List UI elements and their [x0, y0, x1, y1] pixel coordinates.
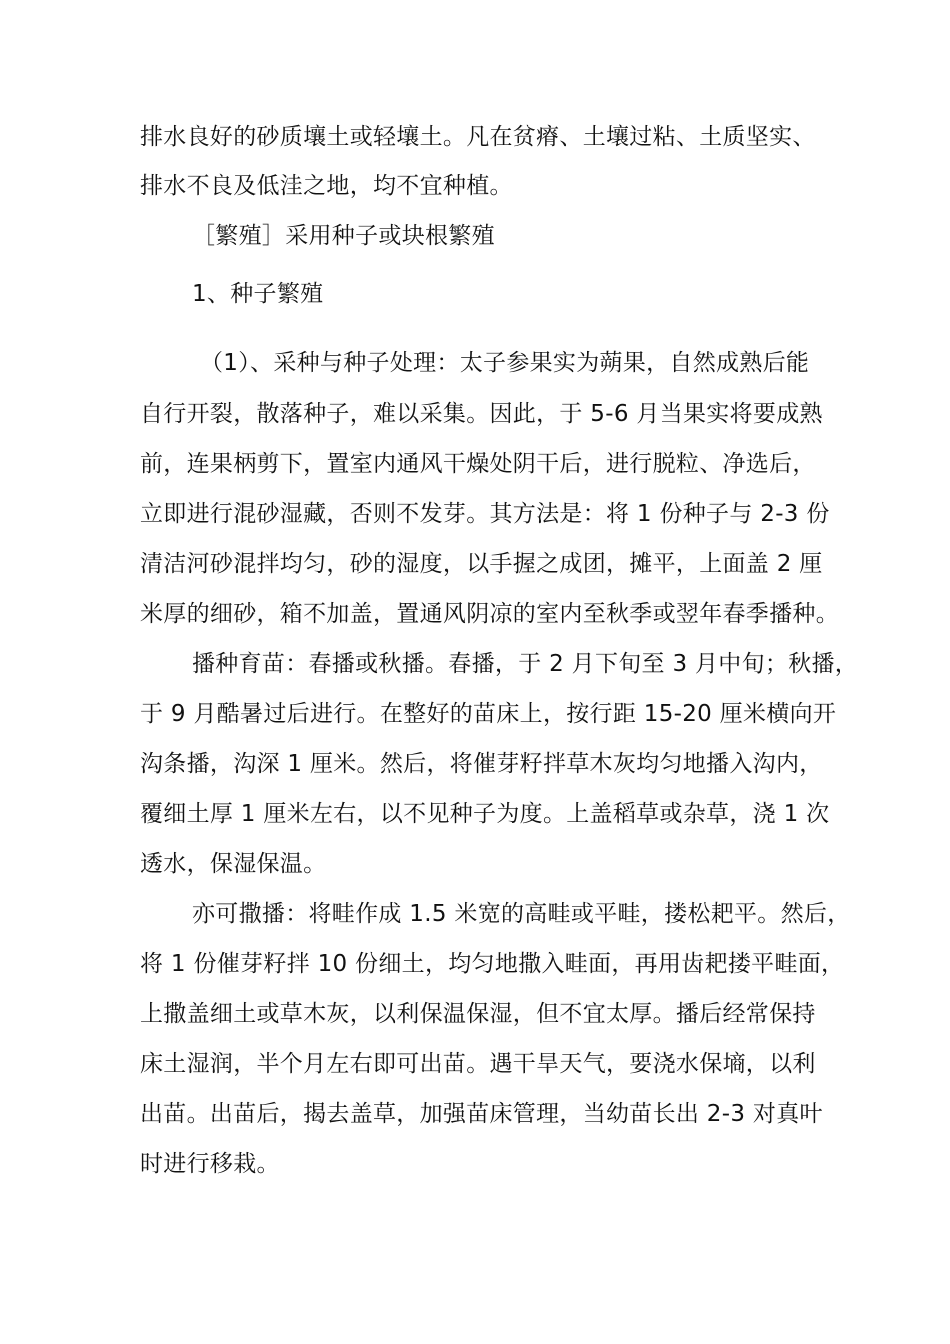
subsection-heading: 1、种子繁殖 [192, 281, 324, 307]
text-line: 米厚的细砂，箱不加盖，置通风阴凉的室内至秋季或翌年春季播种。 [140, 601, 839, 627]
text-line: 排水不良及低洼之地，均不宜种植。 [140, 173, 513, 199]
text-line: 床土湿润，半个月左右即可出苗。遇干旱天气，要浇水保墒，以利 [140, 1051, 816, 1077]
text-line: （1）、采种与种子处理：太子参果实为蒴果，自然成熟后能 [200, 350, 810, 376]
text-line: 播种育苗：春播或秋播。春播，于 2 月下旬至 3 月中旬；秋播， [192, 651, 859, 677]
text-line: 出苗。出苗后，揭去盖草，加强苗床管理，当幼苗长出 2-3 对真叶 [140, 1101, 823, 1127]
text-line: 前，连果柄剪下，置室内通风干燥处阴干后，进行脱粒、净选后， [140, 451, 816, 477]
text-line: 透水，保湿保温。 [140, 851, 327, 877]
section-heading: ［繁殖］采用种子或块根繁殖 [192, 223, 495, 249]
text-line: 覆细土厚 1 厘米左右，以不见种子为度。上盖稻草或杂草，浇 1 次 [140, 801, 830, 827]
text-line: 时进行移栽。 [140, 1151, 280, 1177]
text-line: 将 1 份催芽籽拌 10 份细土，均匀地撒入畦面，再用齿耙搂平畦面， [140, 951, 845, 977]
text-line: 沟条播，沟深 1 厘米。然后，将催芽籽拌草木灰均匀地播入沟内， [140, 751, 823, 777]
text-line: 清洁河砂混拌均匀，砂的湿度，以手握之成团，摊平，上面盖 2 厘 [140, 551, 823, 577]
text-line: 亦可撒播：将畦作成 1.5 米宽的高畦或平畦，搂松耙平。然后， [192, 901, 851, 927]
text-line: 立即进行混砂湿藏，否则不发芽。其方法是：将 1 份种子与 2-3 份 [140, 501, 830, 527]
text-line: 于 9 月酷暑过后进行。在整好的苗床上，按行距 15-20 厘米横向开 [140, 701, 837, 727]
text-line: 自行开裂，散落种子，难以采集。因此，于 5-6 月当果实将要成熟 [140, 401, 823, 427]
text-line: 排水良好的砂质壤土或轻壤土。凡在贫瘠、土壤过粘、土质坚实、 [140, 124, 816, 150]
text-line: 上撒盖细土或草木灰，以利保温保湿，但不宜太厚。播后经常保持 [140, 1001, 816, 1027]
